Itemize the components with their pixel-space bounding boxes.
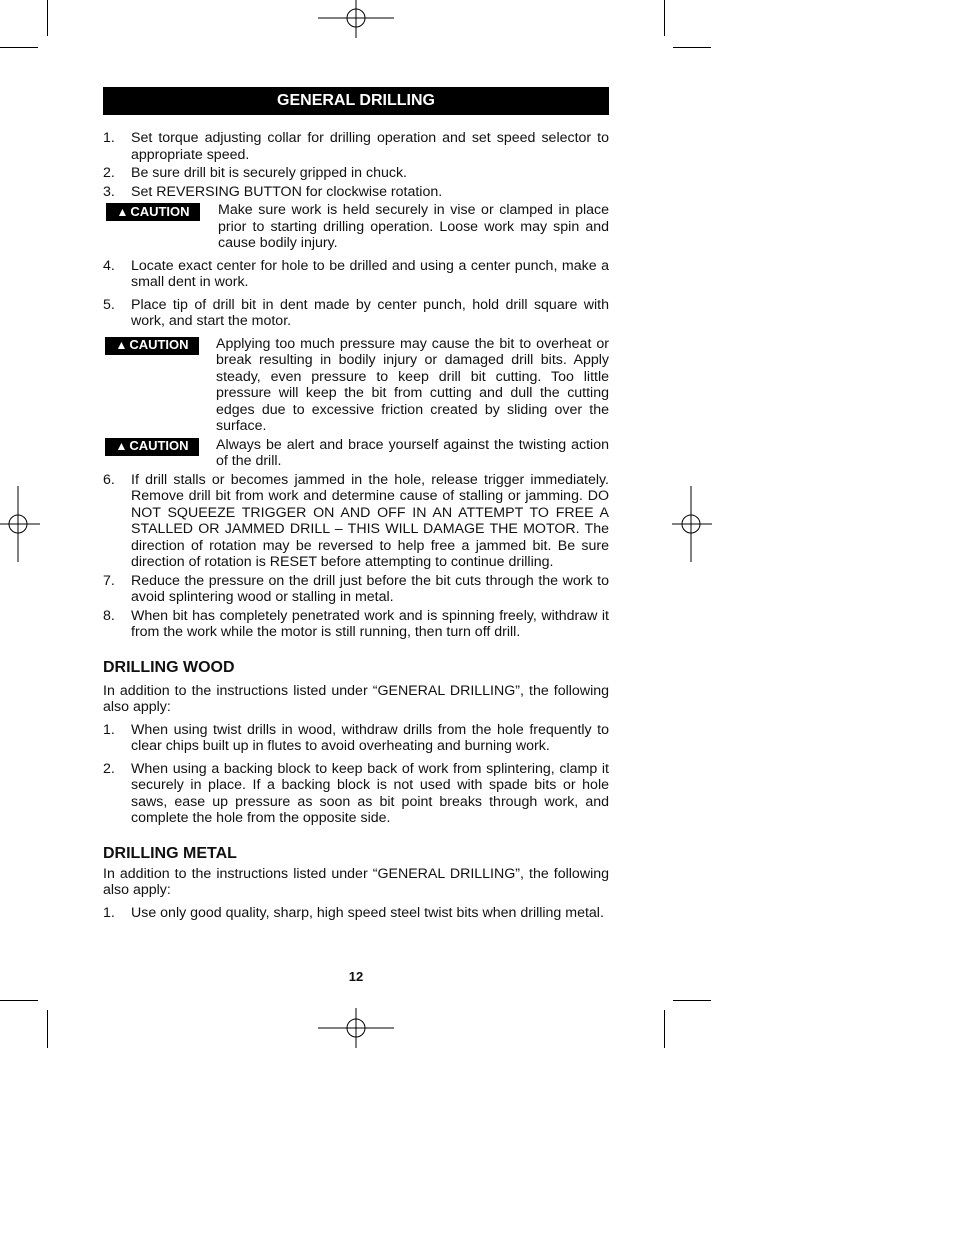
registration-mark-icon — [0, 486, 40, 562]
manual-page-content — [103, 87, 609, 923]
list-item: 1. When using twist drills in wood, withdraw drills from the hole frequently to clear chips built up in flutes to avoid overheating and burning work. — [103, 721, 609, 754]
section-intro: In addition to the instructions listed under “GENERAL DRILLING”, the following also apply: — [103, 682, 609, 715]
warning-triangle-icon: ▲ — [115, 439, 128, 454]
caution-badge: ▲ CAUTION — [105, 337, 199, 355]
list-item: 1. Set torque adjusting collar for drilling operation and set speed selector to appropriate speed. — [103, 130, 609, 163]
registration-mark-icon — [318, 1008, 394, 1048]
caution-block — [103, 202, 609, 252]
section-heading: DRILLING WOOD — [103, 658, 235, 676]
list-item: 2. When using a backing block to keep back of work from splintering, clamp it securely in place. If a backing block is not used with spade bits or hole saws, ease up pressure as soon as bit point breaks through work, and complete the hole from the opposite side. — [103, 760, 609, 826]
list-item: 5. Place tip of drill bit in dent made by center punch, hold drill square with work, and start the motor. — [103, 296, 609, 329]
section-intro: In addition to the instructions listed under “GENERAL DRILLING”, the following also apply: — [103, 865, 609, 898]
crop-mark — [664, 0, 665, 36]
crop-mark — [673, 47, 711, 48]
section-banner: GENERAL DRILLING — [103, 87, 609, 115]
caution-text: Applying too much pressure may cause the bit to overheat or break resulting in bodily injury or damaged drill bits. Apply steady, even pressure to keep drill bit cutting. Too little pressure will keep the bit from cutting and dull the cutting edges due to excessive friction created by sliding over the surface. — [216, 335, 609, 434]
caution-badge: ▲ CAUTION — [106, 203, 200, 221]
page-number: 12 — [348, 969, 364, 984]
crop-mark — [673, 1000, 711, 1001]
caution-block — [103, 437, 609, 470]
caution-badge: ▲ CAUTION — [105, 438, 199, 456]
warning-triangle-icon: ▲ — [116, 204, 129, 219]
crop-mark — [47, 0, 48, 36]
caution-block — [103, 336, 609, 435]
list-item: 3. Set REVERSING BUTTON for clockwise rotation. — [103, 183, 443, 200]
section-heading: DRILLING METAL — [103, 844, 237, 862]
caution-text: Make sure work is held securely in vise or clamped in place prior to starting drilling operation. Loose work may spin and cause bodily injury. — [218, 202, 609, 251]
list-item: 1. Use only good quality, sharp, high speed steel twist bits when drilling metal. — [103, 904, 604, 921]
registration-mark-icon — [672, 486, 712, 562]
warning-triangle-icon: ▲ — [115, 338, 128, 353]
list-item: 6. If drill stalls or becomes jammed in the hole, release trigger immediately. Remove drill bit from work and determine cause of stalling or jamming. DO NOT SQUEEZE TRIGGER ON AND OFF IN AN ATTEMPT TO FREE A STALLED OR JAMMED DRILL – THIS WILL DAMAGE THE MOTOR. The direction of rotation may be reversed to help free a jammed bit. Be sure direction of rotation is RESET before attempting to continue drilling. — [103, 471, 609, 570]
list-item: 7. Reduce the pressure on the drill just before the bit cuts through the work to avoid splintering wood or stalling in metal. — [103, 572, 609, 605]
crop-mark — [0, 47, 38, 48]
list-item: 8. When bit has completely penetrated work and is spinning freely, withdraw it from the work while the motor is still running, then turn off drill. — [103, 607, 609, 640]
crop-mark — [47, 1010, 48, 1048]
crop-mark — [0, 1000, 38, 1001]
registration-mark-icon — [318, 0, 394, 40]
crop-mark — [664, 1010, 665, 1048]
list-item: 4. Locate exact center for hole to be drilled and using a center punch, make a small dent in work. — [103, 257, 609, 290]
list-item: 2. Be sure drill bit is securely gripped in chuck. — [103, 165, 407, 181]
caution-text: Always be alert and brace yourself against the twisting action of the drill. — [216, 436, 609, 469]
